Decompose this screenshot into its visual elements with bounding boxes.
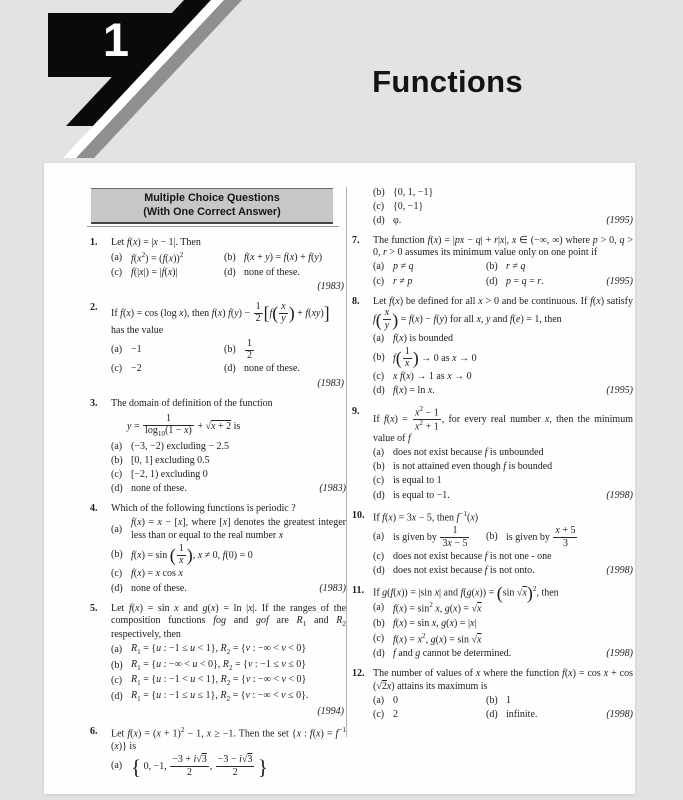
question: [90, 603, 346, 721]
option-letter: (d): [111, 690, 123, 702]
question-stem: Let f(x) be defined for all x > 0 and be continuous. If f(x) satisfy f( $\frac{x}{y}$ ) = f(x) − f(y) for all x, y and f(e) = 1, then: [373, 295, 633, 331]
year-tag: (1983): [319, 483, 346, 495]
options-row: [373, 347, 633, 370]
option-text: r ≠ p: [393, 275, 413, 287]
year-tag: (1983): [317, 377, 344, 389]
option-letter: (d): [111, 582, 123, 594]
option-a: [373, 526, 486, 549]
option-text: f( $\frac{1}{x}$ ) → 0 as x → 0: [393, 345, 477, 370]
question-body: [373, 668, 633, 723]
option-text: is given by $\frac{x + 5}{3}$: [506, 525, 576, 549]
option-d: [486, 276, 600, 289]
option-letter: (a): [111, 523, 123, 535]
year-tag: (1998): [606, 648, 633, 660]
option-text: p = q = r.: [506, 275, 544, 287]
question-row: [90, 603, 346, 721]
option-letter: (c): [111, 363, 123, 375]
question: [90, 726, 346, 780]
option-b: [111, 455, 346, 468]
option-text: {0, 1, −1}: [393, 186, 434, 198]
options-row: [111, 517, 346, 542]
year-tag: (1983): [319, 582, 346, 594]
left-column: [90, 188, 346, 786]
option-letter: (b): [373, 461, 385, 473]
question-number: 10.: [352, 509, 365, 521]
option-c: [373, 551, 633, 564]
question-row: [90, 503, 346, 596]
question-row: [90, 726, 346, 780]
question: [352, 510, 633, 579]
option-c: [111, 363, 224, 376]
option-text: 0: [393, 694, 398, 706]
question: [352, 582, 633, 662]
option-text: p ≠ q: [393, 261, 414, 273]
options-row: [373, 526, 633, 549]
option-b: [224, 339, 346, 362]
option-text: x f(x) → 1 as x → 0: [393, 371, 472, 383]
option-letter: (b): [486, 531, 498, 543]
question-body: [373, 296, 633, 400]
option-letter: (a): [373, 261, 385, 273]
question-body: [111, 603, 346, 721]
year-tag: (1998): [606, 709, 633, 720]
option-text: f(x) is bounded: [393, 332, 454, 344]
option-a: [373, 695, 486, 708]
book-page: [44, 163, 635, 794]
option-a: [111, 643, 346, 657]
option-a: [373, 447, 633, 460]
option-b: [111, 659, 346, 673]
options-row: [373, 475, 633, 488]
option-text: $R_1 = \{u$ : −1 ≤ u < 1}, $R_2 = \{v$ : −∞ < v < 0}: [131, 643, 307, 657]
question-stem: The number of values of x where the function f(x) = cos x + cos (√2x) attains its maximum is: [373, 668, 633, 692]
option-c: [111, 469, 346, 482]
year-tag: (1995): [606, 275, 633, 287]
option-d: [373, 490, 600, 503]
option-c: [373, 709, 486, 722]
option-letter: (a): [111, 440, 123, 452]
question-row: [352, 406, 633, 504]
question-number: 8.: [352, 295, 360, 307]
question-body: [111, 237, 346, 296]
year-tag: (1983): [317, 281, 344, 293]
option-text: 1: [506, 694, 511, 706]
options-row: [373, 261, 633, 274]
option-text: $R_1 = \{u$ : −1 ≤ u ≤ 1}, $R_2 = \{v$ : −∞ < v ≤ 0}.: [131, 690, 309, 704]
option-text: {0, −1}: [393, 200, 424, 212]
option-text: none of these.: [244, 267, 300, 279]
option-letter: (a): [373, 332, 385, 344]
mcq-header-line1: Multiple Choice Questions: [144, 192, 280, 204]
option-d: [373, 385, 600, 398]
question-row: [352, 235, 633, 290]
option-text: [−2, 1) excluding 0: [131, 468, 208, 480]
option-text: f(x) = x − [x], where [x] denotes the greatest integer less than or equal to the real number x: [131, 517, 346, 541]
options-row: [373, 565, 633, 578]
option-a: [111, 755, 346, 778]
options-row: [111, 441, 346, 454]
option-letter: (d): [373, 489, 385, 501]
option-letter: (a): [373, 694, 385, 706]
option-c: [373, 371, 633, 384]
question-row: [90, 398, 346, 497]
options-row: [373, 276, 633, 289]
option-text: $f(x^2) = (f(x))^2$: [131, 250, 184, 265]
option-letter: (c): [111, 568, 123, 580]
question: [352, 668, 633, 723]
option-letter: (d): [373, 385, 385, 397]
option-text: f(x) = x cos x: [131, 568, 183, 580]
question-number: 4.: [90, 503, 98, 515]
option-text: f(x) = sin x, g(x) = |x|: [393, 617, 477, 629]
option-d: [224, 363, 346, 376]
year-tag: (1998): [606, 564, 633, 576]
options-row: [373, 187, 633, 200]
option-letter: (b): [373, 186, 385, 198]
option-b: [486, 261, 633, 274]
option-letter: (c): [111, 267, 123, 279]
question: [352, 185, 633, 229]
options-row: [373, 648, 633, 661]
page-title: Functions: [372, 64, 523, 99]
option-c: [373, 632, 633, 647]
options-row: [373, 201, 633, 214]
option-c: [373, 475, 633, 488]
option-letter: (a): [373, 531, 385, 543]
options-row: [373, 490, 633, 503]
question: [90, 302, 346, 392]
mcq-header-rule: [87, 226, 339, 227]
question: [90, 237, 346, 296]
option-b: [373, 618, 633, 631]
option-d: [486, 709, 600, 722]
option-letter: (b): [486, 694, 498, 706]
option-text: is not attained even though f is bounded: [393, 461, 553, 473]
option-letter: (a): [111, 344, 123, 356]
option-d: [111, 690, 346, 704]
question: [90, 398, 346, 497]
option-text: −2: [131, 363, 142, 375]
column-divider: [346, 187, 347, 737]
options-row: [111, 755, 346, 778]
question-body: [373, 510, 633, 579]
question-stem: Let f(x) = sin x and g(x) = ln |x|. If the ranges of the composition functions fog and gof are $R_1$ and $R_2$ respectively, then: [111, 602, 347, 641]
option-b: [111, 544, 346, 567]
option-text: −1: [131, 344, 142, 356]
option-a: [373, 261, 486, 274]
question-body: [111, 726, 346, 780]
question-number: 12.: [352, 668, 365, 680]
option-a: [111, 344, 224, 357]
options-row: [111, 690, 346, 704]
options-row: [373, 709, 633, 722]
option-text: is equal to 1: [393, 475, 442, 487]
option-letter: (d): [373, 214, 385, 226]
option-b: [224, 252, 346, 265]
question-number: 2.: [90, 301, 98, 313]
option-text: is equal to −1.: [393, 489, 450, 501]
options-row: [111, 674, 346, 688]
question-number: 9.: [352, 405, 360, 417]
option-letter: (a): [373, 447, 385, 459]
options-row: [111, 544, 346, 567]
options-row: [373, 371, 633, 384]
options-row: [373, 695, 633, 708]
mcq-header-box: [91, 188, 333, 224]
option-c: [111, 267, 224, 280]
question-number: 11.: [352, 584, 364, 596]
question-row: [90, 302, 346, 392]
options-row: [373, 618, 633, 631]
option-letter: (c): [373, 550, 385, 562]
options-row: [373, 385, 633, 398]
options-row: [111, 659, 346, 673]
option-d: [111, 483, 313, 496]
year-tag: (1998): [606, 489, 633, 501]
option-text: $f(x) = x^2$, g(x) = sin √x: [393, 631, 482, 646]
option-letter: (d): [373, 648, 385, 660]
option-text: is given by $\frac{1}{3x - 5}$: [393, 525, 468, 549]
option-a: [111, 251, 224, 266]
option-letter: (b): [486, 261, 498, 273]
option-text: f(x) = ln x.: [393, 385, 435, 397]
option-a: [373, 601, 633, 616]
question-body: [111, 302, 346, 392]
option-letter: (a): [111, 760, 123, 772]
question-stem: If g(f(x)) = |sin x| and f(g(x)) = (sin √x)$^2$, then: [373, 582, 559, 603]
option-letter: (a): [373, 602, 385, 614]
question: [352, 406, 633, 504]
option-text: f(x + y) = f(x) + f(y): [244, 251, 323, 263]
option-c: [373, 276, 486, 289]
options-row: [373, 632, 633, 647]
mcq-header-line2: (With One Correct Answer): [143, 205, 281, 218]
option-text: does not exist because f is not onto.: [393, 564, 535, 576]
option-letter: (c): [111, 468, 123, 480]
options-row: [111, 339, 346, 362]
options-row: [373, 215, 633, 228]
option-d: [111, 583, 313, 596]
option-d: [224, 267, 346, 280]
option-letter: (c): [111, 675, 123, 687]
year-tag: (1995): [606, 385, 633, 397]
option-text: f and g cannot be determined.: [393, 648, 512, 660]
option-letter: (a): [111, 251, 123, 263]
chapter-number: 1: [102, 13, 130, 66]
option-text: $\frac{1}{2}$: [247, 337, 252, 362]
year-tag: (1995): [606, 214, 633, 226]
option-text: $R_1 = \{u$ : −∞ < u < 0}, $R_2 = \{v$ : −1 ≤ v ≤ 0}: [131, 658, 307, 672]
option-a: [111, 517, 346, 542]
option-letter: (d): [486, 709, 498, 720]
question-stem: Let $f(x) = (x + 1)^2 - 1$, x ≥ −1. Then the set {x : $f(x) = f^{-1}$ (x)} is: [111, 726, 346, 753]
question-body: [373, 582, 633, 662]
option-letter: (d): [224, 363, 236, 375]
options-row: [373, 447, 633, 460]
question-number: 3.: [90, 398, 98, 410]
question-row: [352, 582, 633, 662]
options-row: [111, 363, 346, 376]
question-stem: The domain of definition of the function y = $\frac{1}{\log_{10}(1 - x)}$ + √x + 2 is: [111, 398, 273, 439]
question-number: 5.: [90, 602, 98, 614]
option-text: none of these.: [244, 363, 300, 375]
options-row: [373, 551, 633, 564]
options-row: [111, 643, 346, 657]
question-stem: Which of the following functions is periodic ?: [111, 503, 296, 515]
question-row: [352, 185, 633, 229]
options-row: [111, 483, 346, 496]
options-row: [373, 333, 633, 346]
options-row: [111, 469, 346, 482]
option-text: none of these.: [131, 483, 187, 495]
option-d: [373, 215, 600, 228]
option-text: f(|x|) = |f(x)|: [131, 267, 178, 279]
option-letter: (d): [111, 483, 123, 495]
option-c: [111, 568, 346, 581]
option-letter: (b): [224, 251, 236, 263]
question-number: 1.: [90, 236, 98, 248]
option-letter: (c): [373, 709, 385, 720]
option-letter: (b): [224, 344, 236, 356]
question-stem: If f(x) = $\frac{x^2 - 1}{x^2 + 1}$ , for every real number x, then the minimum value of f: [373, 404, 633, 445]
option-letter: (a): [111, 644, 123, 656]
options-row: [111, 455, 346, 468]
option-d: [373, 648, 600, 661]
question-body: [373, 185, 633, 229]
option-text: does not exist because f is unbounded: [393, 447, 544, 459]
option-text: $R_1 = \{u$ : −1 < u < 1}, $R_2 = \{v$ : −∞ < v < 0}: [131, 674, 307, 688]
option-letter: (d): [373, 564, 385, 576]
right-column: [352, 185, 633, 729]
question-row: [90, 237, 346, 296]
question: [352, 296, 633, 400]
option-text: $f(x) = \sin^2 x$, g(x) = √x: [393, 601, 482, 615]
option-letter: (b): [111, 549, 123, 561]
option-text: none of these.: [131, 582, 187, 594]
option-letter: (b): [373, 617, 385, 629]
option-d: [373, 565, 600, 578]
option-letter: (c): [373, 200, 385, 212]
option-text: r ≠ q: [506, 261, 526, 273]
question-row: [352, 668, 633, 723]
option-text: 2: [393, 709, 398, 720]
question: [90, 503, 346, 596]
option-c: [373, 201, 633, 214]
option-text: { 0, −1, $\frac{-3 + i√3}{2}$ , $\frac{-3 - i√3}{2}$ }: [131, 754, 268, 779]
option-letter: (c): [373, 371, 385, 383]
question-body: [111, 398, 346, 497]
question-body: [373, 235, 633, 290]
year-tag: (1994): [317, 705, 344, 717]
option-b: [486, 526, 633, 549]
option-letter: (d): [486, 275, 498, 287]
question-stem: The function f(x) = |px − q| + r|x|, x ∈ (−∞, ∞) where p > 0, q > 0, r > 0 assumes its minimum value only on one point if: [373, 234, 634, 259]
option-text: φ.: [393, 214, 402, 226]
question-row: [352, 510, 633, 579]
option-b: [373, 461, 633, 474]
option-text: does not exist because f is not one - one: [393, 550, 552, 562]
question-stem: If f(x) = 3x − 5, then $f^{-1}(x)$: [373, 509, 479, 523]
option-text: f(x) = sin ( $\frac{1}{x}$ ), x ≠ 0, f(0) = 0: [131, 542, 253, 567]
option-b: [373, 347, 633, 370]
question-body: [111, 503, 346, 596]
option-letter: (c): [373, 275, 385, 287]
option-letter: (c): [373, 475, 385, 487]
options-row: [111, 583, 346, 596]
options-row: [373, 461, 633, 474]
option-letter: (c): [373, 632, 385, 644]
question-stem: Let f(x) = |x − 1|. Then: [111, 236, 201, 248]
question-body: [373, 406, 633, 504]
options-row: [373, 601, 633, 616]
option-text: infinite.: [506, 709, 538, 720]
question-stem: If f(x) = cos (log x), then f(x) f(y) − $\frac{1}{2}$ [f( $\frac{x}{y}$ ) + f(xy)] has the value: [111, 300, 330, 336]
question-row: [352, 296, 633, 400]
question-number: 6.: [90, 726, 98, 738]
option-b: [373, 187, 633, 200]
option-letter: (d): [224, 267, 236, 279]
option-letter: (b): [111, 659, 123, 671]
question: [352, 235, 633, 290]
options-row: [111, 251, 346, 266]
option-b: [486, 695, 633, 708]
option-c: [111, 674, 346, 688]
option-text: (−3, −2) excluding − 2.5: [131, 440, 230, 452]
option-letter: (b): [373, 352, 385, 364]
option-a: [111, 441, 346, 454]
option-letter: (b): [111, 454, 123, 466]
options-row: [111, 568, 346, 581]
options-row: [111, 267, 346, 280]
option-a: [373, 333, 633, 346]
question-number: 7.: [352, 234, 360, 246]
option-text: [0, 1] excluding 0.5: [131, 454, 210, 466]
